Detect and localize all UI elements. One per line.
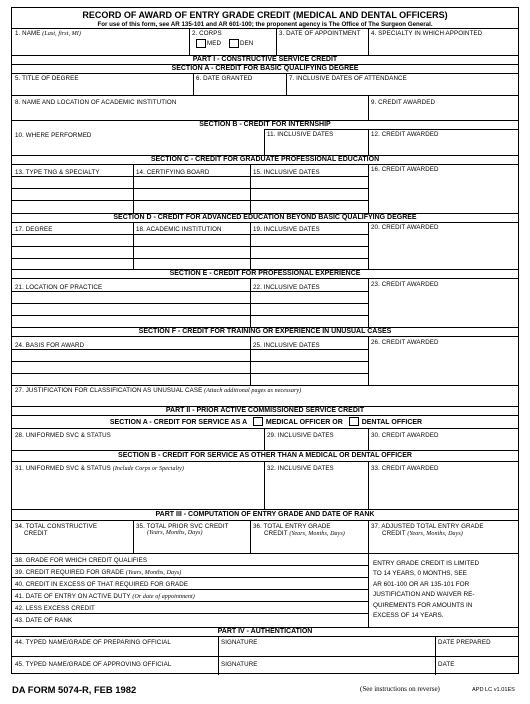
rule — [12, 278, 518, 279]
field-23-label: 23. CREDIT AWARDED — [371, 281, 439, 288]
dental-officer-checkbox[interactable] — [349, 417, 359, 426]
field-36-hint: (Years, Months, Days) — [289, 531, 345, 537]
field-35-label: 35. TOTAL PRIOR SVC CREDIT — [136, 523, 229, 530]
section-1f-header: SECTION F - CREDIT FOR TRAINING OR EXPERIENCE IN UNUSUAL CASES — [138, 328, 392, 335]
field-4-label: 4. SPECIALTY IN WHICH APPOINTED — [371, 30, 483, 37]
form-title: RECORD OF AWARD OF ENTRY GRADE CREDIT (MEDICAL AND DENTAL OFFICERS) — [82, 10, 448, 20]
note-line: ENTRY GRADE CREDIT IS LIMITED — [373, 560, 480, 567]
field-8-label: 8. NAME AND LOCATION OF ACADEMIC INSTITUTION — [15, 99, 177, 106]
form-subtitle: For use of this form, see AR 135-101 and AR 601-100; the proponent agency is The Office of The Surgeon General. — [97, 21, 433, 28]
rule — [368, 336, 369, 385]
rule — [264, 129, 265, 155]
rule — [368, 461, 369, 509]
field-43-label: 43. DATE OF RANK — [15, 617, 73, 624]
field-25-label: 25. INCLUSIVE DATES — [253, 342, 320, 349]
rule — [286, 73, 287, 95]
rule — [12, 656, 518, 657]
note-line: EXCESS OF 14 YEARS. — [373, 612, 444, 620]
field-39-label: 39. CREDIT REQUIRED FOR GRADE — [15, 569, 125, 576]
field-40-label: 40. CREDIT IN EXCESS OF THAT REQUIRED FOR GRADE — [15, 581, 189, 588]
entry-grade-credit-form — [11, 7, 519, 674]
field-44-signature-label: SIGNATURE — [221, 639, 258, 646]
rule — [133, 520, 134, 553]
section-1e-header: SECTION E - CREDIT FOR PROFESSIONAL EXPERIENCE — [169, 270, 361, 277]
field-45-label: 45. TYPED NAME/GRADE OF APPROVING OFFICIAL — [15, 661, 172, 668]
field-19-label: 19. INCLUSIVE DATES — [253, 226, 320, 233]
corps-den-label: DEN — [240, 40, 254, 47]
rule — [12, 164, 518, 165]
field-17-label: 17. DEGREE — [15, 226, 53, 233]
rule — [368, 278, 369, 327]
note-line: JUSTIFICATION AND WAIVER RE- — [373, 591, 475, 599]
field-16-label: 16. CREDIT AWARDED — [371, 166, 439, 173]
rule — [12, 565, 368, 566]
corps-med-checkbox[interactable] — [196, 39, 206, 48]
rule — [12, 315, 368, 316]
field-31-hint: (Include Corps or Specialty) — [112, 466, 185, 472]
rule — [12, 613, 368, 614]
part-3-header: PART III - COMPUTATION OF ENTRY GRADE AND DATE OF RANK — [155, 511, 375, 518]
field-44-label: 44. TYPED NAME/GRADE OF PREPARING OFFICIAL — [15, 639, 171, 646]
form-number: DA FORM 5074-R, FEB 1982 — [12, 684, 137, 695]
rule — [12, 450, 518, 451]
rule — [12, 291, 368, 292]
rule — [12, 385, 518, 386]
field-31-label: 31. UNIFORMED SVC & STATUS — [15, 465, 111, 472]
rule — [12, 349, 368, 350]
rule — [12, 415, 518, 416]
rule — [12, 258, 368, 259]
field-35-hint: (Years, Months, Days) — [147, 530, 203, 536]
note-line: AR 601-100 OR AR 135-101 FOR — [373, 580, 470, 588]
field-34-label-a: 34. TOTAL CONSTRUCTIVE — [15, 523, 98, 530]
rule — [12, 373, 368, 374]
section-1b-header: SECTION B - CREDIT FOR INTERNSHIP — [199, 121, 331, 128]
field-45-date-label: DATE — [438, 661, 455, 668]
corps-med-label: MED — [207, 40, 222, 47]
field-18-label: 18. ACADEMIC INSTITUTION — [136, 226, 222, 233]
note-line: TO 14 YEARS, 0 MONTHS, SEE — [373, 570, 467, 578]
part-2-header: PART II - PRIOR ACTIVE COMMISSIONED SERVICE CREDIT — [165, 407, 365, 414]
rule — [368, 428, 369, 450]
rule — [189, 28, 190, 55]
rule — [368, 520, 369, 553]
field-14-label: 14. CERTIFYING BOARD — [136, 169, 210, 176]
field-20-label: 20. CREDIT AWARDED — [371, 224, 439, 231]
corps-den-checkbox[interactable] — [229, 39, 239, 48]
rule — [12, 200, 368, 201]
rule — [12, 188, 368, 189]
rule — [368, 222, 369, 269]
part-1-header: PART I - CONSTRUCTIVE SERVICE CREDIT — [192, 56, 338, 63]
field-37-label-a: 37. ADJUSTED TOTAL ENTRY GRADE — [371, 523, 484, 530]
rule — [12, 509, 518, 510]
rule — [12, 73, 518, 74]
field-38-label: 38. GRADE FOR WHICH CREDIT QUALIFIES — [15, 557, 148, 564]
field-45-signature-label: SIGNATURE — [221, 661, 258, 668]
rule — [264, 129, 518, 130]
field-2-label: 2. CORPS — [192, 30, 222, 37]
field-27-hint: (Attach additional pages as necessary) — [204, 388, 302, 394]
rule — [12, 95, 518, 96]
rule — [276, 28, 277, 55]
medical-officer-checkbox[interactable] — [253, 417, 263, 426]
section-2a-header — [12, 417, 520, 427]
field-39-hint: (Years, Months, Days) — [125, 570, 182, 576]
rule — [12, 361, 368, 362]
field-41-label: 41. DATE OF ENTRY ON ACTIVE DUTY — [15, 593, 131, 600]
rule — [368, 129, 369, 155]
rule — [12, 461, 518, 462]
field-37-label-b: CREDIT — [382, 530, 406, 537]
medical-officer-label: MEDICAL OFFICER OR — [265, 419, 343, 426]
field-37-hint: (Years, Months, Days) — [407, 531, 463, 537]
field-6-label: 6. DATE GRANTED — [196, 75, 253, 82]
rule — [12, 428, 518, 429]
field-42-label: 42. LESS EXCESS CREDIT — [15, 605, 95, 612]
rule — [12, 246, 368, 247]
section-1d-header: SECTION D - CREDIT FOR ADVANCED EDUCATION BEYOND BASIC QUALIFYING DEGREE — [113, 214, 417, 221]
field-36-label-b: CREDIT — [264, 530, 288, 537]
field-29-label: 29. INCLUSIVE DATES — [267, 432, 334, 439]
field-28-label: 28. UNIFORMED SVC & STATUS — [15, 432, 111, 439]
section-1c-header: SECTION C - CREDIT FOR GRADUATE PROFESSIONAL EDUCATION — [150, 156, 380, 163]
rule — [250, 520, 251, 553]
field-32-label: 32. INCLUSIVE DATES — [267, 465, 334, 472]
rule — [368, 553, 369, 627]
field-11-label: 11. INCLUSIVE DATES — [267, 131, 334, 138]
note-line: QUIREMENTS FOR AMOUNTS IN — [373, 601, 473, 609]
section-2b-header: SECTION B - CREDIT FOR SERVICE AS OTHER THAN A MEDICAL OR DENTAL OFFICER — [118, 452, 412, 459]
rule — [264, 461, 265, 509]
field-33-label: 33. CREDIT AWARDED — [371, 465, 439, 472]
section-1a-header: SECTION A - CREDIT FOR BASIC QUALIFYING DEGREE — [171, 65, 359, 72]
rule — [368, 164, 369, 213]
field-5-label: 5. TITLE OF DEGREE — [15, 75, 79, 82]
field-1-label: 1. NAME — [15, 30, 41, 37]
section-2a-title: SECTION A - CREDIT FOR SERVICE AS A — [109, 419, 247, 426]
rule — [12, 589, 368, 590]
field-36-label-a: 36. TOTAL ENTRY GRADE — [253, 523, 331, 530]
rule — [368, 28, 369, 55]
rule — [12, 636, 518, 637]
field-9-label: 9. CREDIT AWARDED — [371, 99, 436, 106]
field-15-label: 15. INCLUSIVE DATES — [253, 169, 320, 176]
rule — [12, 577, 368, 578]
field-13-label: 13. TYPE TNG & SPECIALTY — [15, 169, 100, 176]
rule — [12, 303, 368, 304]
field-34-label-b: CREDIT — [24, 530, 48, 537]
field-7-label: 7. INCLUSIVE DATES OF ATTENDANCE — [289, 75, 407, 82]
rule — [12, 234, 368, 235]
field-10-label: 10. WHERE PERFORMED — [15, 132, 92, 139]
field-27-label: 27. JUSTIFICATION FOR CLASSIFICATION AS UNUSUAL CASE — [15, 387, 203, 394]
field-41-hint: (Or date of appointment) — [132, 594, 195, 600]
rule — [12, 520, 518, 521]
field-21-label: 21. LOCATION OF PRACTICE — [15, 284, 103, 291]
field-44-date-label: DATE PREPARED — [438, 639, 491, 646]
field-3-label: 3. DATE OF APPOINTMENT — [279, 30, 361, 37]
rule — [368, 95, 369, 120]
field-12-label: 12. CREDIT AWARDED — [371, 131, 439, 138]
entry-grade-credit-note — [373, 559, 479, 621]
instructions-note: (See instructions on reverse) — [360, 685, 440, 693]
field-30-label: 30. CREDIT AWARDED — [371, 432, 439, 439]
rule — [12, 222, 518, 223]
rule — [12, 601, 368, 602]
field-26-label: 26. CREDIT AWARDED — [371, 339, 439, 346]
rule — [12, 176, 368, 177]
part-4-header: PART IV - AUTHENTICATION — [217, 628, 313, 635]
field-1-hint: (Last, first, MI) — [42, 31, 81, 37]
field-24-label: 24. BASIS FOR AWARD — [15, 342, 85, 349]
rule — [12, 28, 518, 29]
rule — [193, 73, 194, 95]
field-22-label: 22. INCLUSIVE DATES — [253, 284, 320, 291]
rule — [12, 336, 518, 337]
version-label: APD LC v1.01ES — [472, 687, 515, 693]
rule — [12, 553, 518, 554]
rule — [264, 428, 265, 450]
dental-officer-label: DENTAL OFFICER — [361, 419, 423, 426]
